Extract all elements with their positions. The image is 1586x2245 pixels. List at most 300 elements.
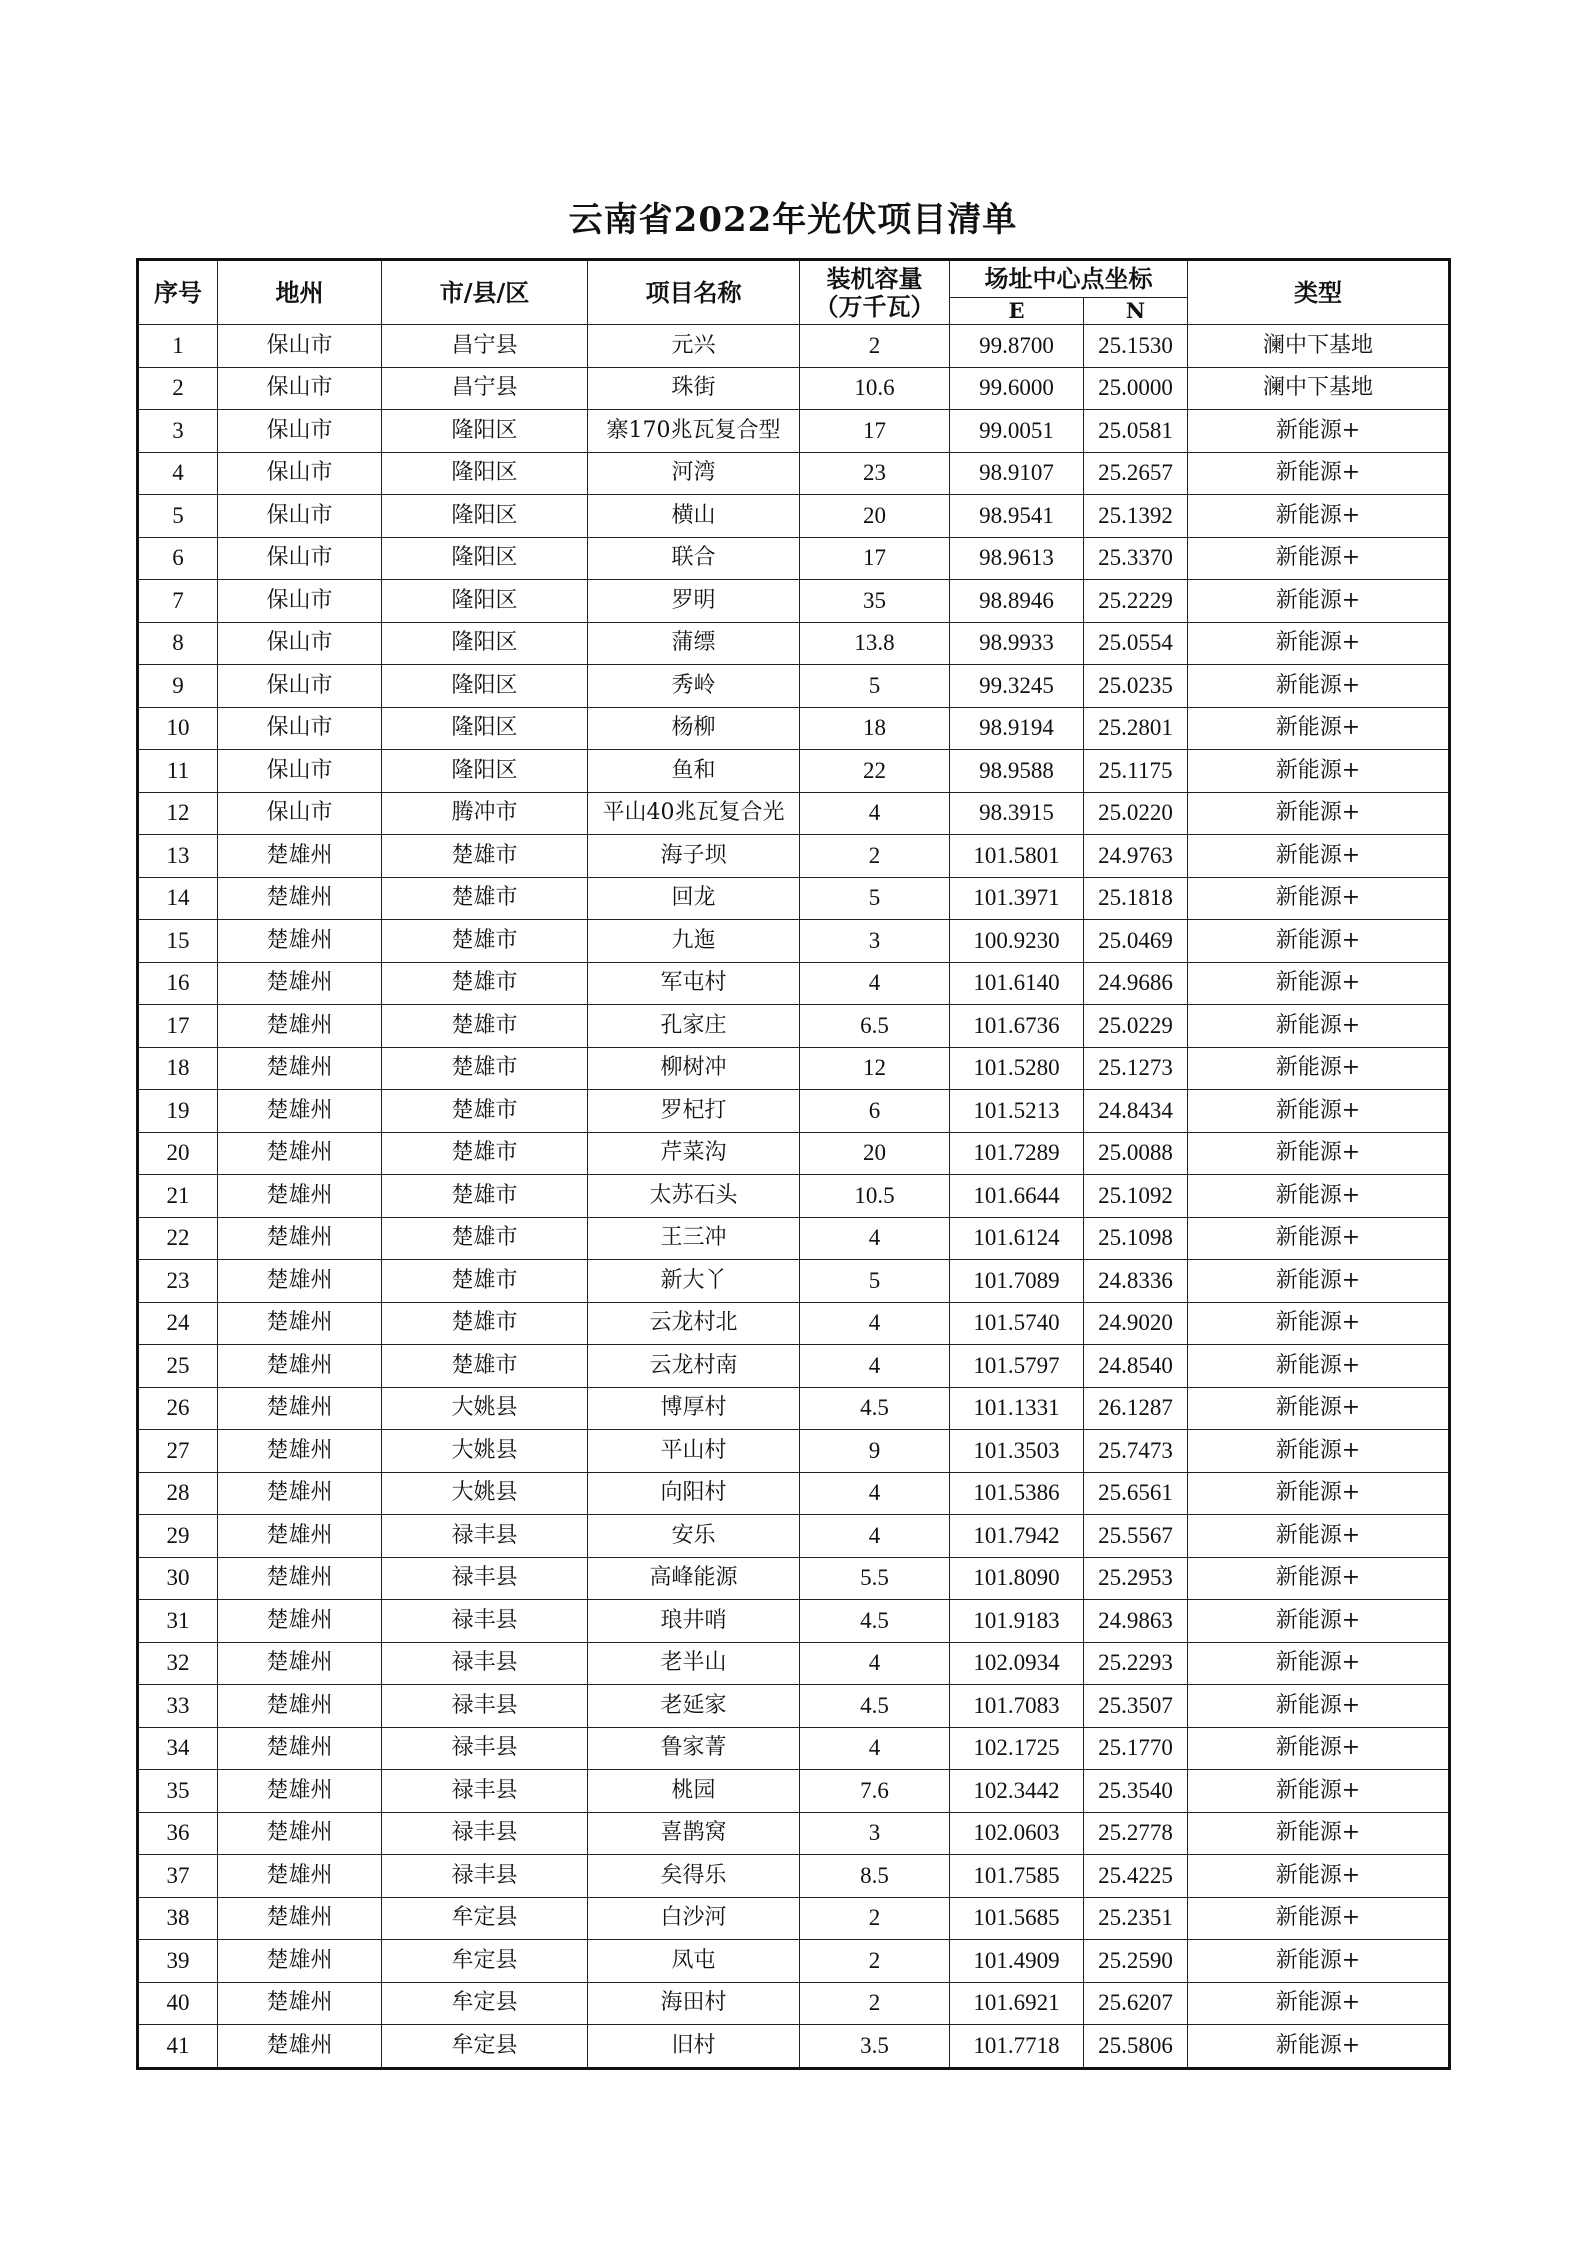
cell-coord-n: 25.1818 bbox=[1084, 877, 1188, 920]
cell-coord-n: 25.1175 bbox=[1084, 750, 1188, 793]
cell-coord-e: 101.3503 bbox=[950, 1430, 1084, 1473]
cell-capacity: 4.5 bbox=[800, 1600, 950, 1643]
table-row bbox=[138, 792, 1450, 835]
cell-project-name: 罗杞打 bbox=[588, 1090, 800, 1133]
header-capacity-line2: （万千瓦） bbox=[814, 291, 935, 321]
cell-prefecture: 楚雄州 bbox=[218, 1727, 382, 1770]
cell-county: 楚雄市 bbox=[382, 1090, 588, 1133]
cell-prefecture: 保山市 bbox=[218, 452, 382, 495]
header-prefecture: 地州 bbox=[218, 260, 382, 325]
cell-seq: 10 bbox=[138, 707, 218, 750]
cell-capacity: 13.8 bbox=[800, 622, 950, 665]
cell-project-name: 向阳村 bbox=[588, 1472, 800, 1515]
cell-coord-n: 25.2293 bbox=[1084, 1642, 1188, 1685]
cell-project-name: 联合 bbox=[588, 537, 800, 580]
cell-project-name: 白沙河 bbox=[588, 1897, 800, 1940]
cell-coord-e: 99.3245 bbox=[950, 665, 1084, 708]
cell-capacity: 6.5 bbox=[800, 1005, 950, 1048]
cell-prefecture: 楚雄州 bbox=[218, 2025, 382, 2069]
cell-coord-n: 25.3507 bbox=[1084, 1685, 1188, 1728]
cell-coord-e: 101.7585 bbox=[950, 1855, 1084, 1898]
cell-type: 新能源+ bbox=[1188, 1770, 1450, 1813]
cell-project-name: 河湾 bbox=[588, 452, 800, 495]
cell-prefecture: 保山市 bbox=[218, 580, 382, 623]
cell-county: 楚雄市 bbox=[382, 1302, 588, 1345]
cell-coord-e: 101.6644 bbox=[950, 1175, 1084, 1218]
cell-county: 昌宁县 bbox=[382, 325, 588, 368]
cell-prefecture: 楚雄州 bbox=[218, 1897, 382, 1940]
cell-coord-n: 25.0469 bbox=[1084, 920, 1188, 963]
cell-coord-n: 25.0554 bbox=[1084, 622, 1188, 665]
cell-project-name: 珠街 bbox=[588, 367, 800, 410]
cell-project-name: 军屯村 bbox=[588, 962, 800, 1005]
cell-type: 新能源+ bbox=[1188, 410, 1450, 453]
cell-seq: 38 bbox=[138, 1897, 218, 1940]
cell-coord-e: 102.3442 bbox=[950, 1770, 1084, 1813]
cell-county: 隆阳区 bbox=[382, 537, 588, 580]
cell-project-name: 安乐 bbox=[588, 1515, 800, 1558]
cell-capacity: 2 bbox=[800, 325, 950, 368]
cell-coord-n: 24.9863 bbox=[1084, 1600, 1188, 1643]
table-row bbox=[138, 920, 1450, 963]
cell-project-name: 罗明 bbox=[588, 580, 800, 623]
cell-seq: 36 bbox=[138, 1812, 218, 1855]
cell-prefecture: 保山市 bbox=[218, 622, 382, 665]
cell-seq: 35 bbox=[138, 1770, 218, 1813]
cell-project-name: 平山村 bbox=[588, 1430, 800, 1473]
cell-prefecture: 保山市 bbox=[218, 495, 382, 538]
cell-coord-e: 98.9194 bbox=[950, 707, 1084, 750]
cell-seq: 11 bbox=[138, 750, 218, 793]
cell-project-name: 新大丫 bbox=[588, 1260, 800, 1303]
cell-seq: 9 bbox=[138, 665, 218, 708]
cell-type: 新能源+ bbox=[1188, 1515, 1450, 1558]
cell-coord-e: 99.8700 bbox=[950, 325, 1084, 368]
cell-project-name: 高峰能源 bbox=[588, 1557, 800, 1600]
cell-seq: 24 bbox=[138, 1302, 218, 1345]
cell-type: 新能源+ bbox=[1188, 1685, 1450, 1728]
cell-coord-e: 101.5740 bbox=[950, 1302, 1084, 1345]
header-capacity-line1: 装机容量 bbox=[826, 263, 923, 293]
cell-type: 新能源+ bbox=[1188, 1430, 1450, 1473]
cell-coord-e: 101.6736 bbox=[950, 1005, 1084, 1048]
cell-capacity: 10.5 bbox=[800, 1175, 950, 1218]
cell-coord-n: 25.2657 bbox=[1084, 452, 1188, 495]
table-row bbox=[138, 1940, 1450, 1983]
table-row bbox=[138, 1855, 1450, 1898]
cell-capacity: 3 bbox=[800, 1812, 950, 1855]
cell-capacity: 9 bbox=[800, 1430, 950, 1473]
cell-type: 新能源+ bbox=[1188, 1090, 1450, 1133]
cell-prefecture: 保山市 bbox=[218, 707, 382, 750]
cell-project-name: 凤屯 bbox=[588, 1940, 800, 1983]
cell-seq: 26 bbox=[138, 1387, 218, 1430]
cell-type: 新能源+ bbox=[1188, 452, 1450, 495]
cell-coord-e: 101.5280 bbox=[950, 1047, 1084, 1090]
table-row bbox=[138, 1430, 1450, 1473]
cell-capacity: 4.5 bbox=[800, 1387, 950, 1430]
cell-coord-e: 101.6921 bbox=[950, 1982, 1084, 2025]
cell-coord-e: 101.5801 bbox=[950, 835, 1084, 878]
cell-coord-e: 101.7289 bbox=[950, 1132, 1084, 1175]
cell-county: 禄丰县 bbox=[382, 1557, 588, 1600]
cell-seq: 27 bbox=[138, 1430, 218, 1473]
cell-county: 隆阳区 bbox=[382, 750, 588, 793]
cell-coord-e: 101.7089 bbox=[950, 1260, 1084, 1303]
cell-prefecture: 楚雄州 bbox=[218, 1770, 382, 1813]
cell-prefecture: 楚雄州 bbox=[218, 1812, 382, 1855]
cell-county: 禄丰县 bbox=[382, 1727, 588, 1770]
cell-prefecture: 保山市 bbox=[218, 750, 382, 793]
cell-coord-e: 99.6000 bbox=[950, 367, 1084, 410]
cell-prefecture: 楚雄州 bbox=[218, 1005, 382, 1048]
cell-capacity: 2 bbox=[800, 1982, 950, 2025]
header-coord-n: N bbox=[1084, 298, 1188, 325]
cell-type: 新能源+ bbox=[1188, 1345, 1450, 1388]
header-project-name: 项目名称 bbox=[588, 260, 800, 325]
cell-coord-n: 25.0088 bbox=[1084, 1132, 1188, 1175]
cell-coord-n: 25.1092 bbox=[1084, 1175, 1188, 1218]
table-row bbox=[138, 1897, 1450, 1940]
table-row bbox=[138, 622, 1450, 665]
cell-project-name: 回龙 bbox=[588, 877, 800, 920]
cell-seq: 40 bbox=[138, 1982, 218, 2025]
header-capacity bbox=[800, 260, 950, 325]
cell-county: 禄丰县 bbox=[382, 1770, 588, 1813]
cell-seq: 20 bbox=[138, 1132, 218, 1175]
cell-capacity: 8.5 bbox=[800, 1855, 950, 1898]
cell-type: 新能源+ bbox=[1188, 1557, 1450, 1600]
cell-county: 大姚县 bbox=[382, 1387, 588, 1430]
cell-prefecture: 楚雄州 bbox=[218, 1600, 382, 1643]
cell-type: 新能源+ bbox=[1188, 1260, 1450, 1303]
cell-coord-n: 25.1770 bbox=[1084, 1727, 1188, 1770]
cell-capacity: 4 bbox=[800, 1345, 950, 1388]
cell-type: 新能源+ bbox=[1188, 1302, 1450, 1345]
cell-county: 隆阳区 bbox=[382, 410, 588, 453]
cell-project-name: 海田村 bbox=[588, 1982, 800, 2025]
cell-capacity: 17 bbox=[800, 410, 950, 453]
cell-capacity: 20 bbox=[800, 495, 950, 538]
cell-county: 楚雄市 bbox=[382, 1175, 588, 1218]
cell-coord-e: 101.3971 bbox=[950, 877, 1084, 920]
cell-project-name: 桃园 bbox=[588, 1770, 800, 1813]
table-row bbox=[138, 325, 1450, 368]
cell-capacity: 4 bbox=[800, 962, 950, 1005]
cell-capacity: 2 bbox=[800, 1940, 950, 1983]
cell-project-name: 柳树冲 bbox=[588, 1047, 800, 1090]
cell-seq: 39 bbox=[138, 1940, 218, 1983]
cell-type: 新能源+ bbox=[1188, 1217, 1450, 1260]
cell-project-name: 王三冲 bbox=[588, 1217, 800, 1260]
cell-project-name: 鲁家菁 bbox=[588, 1727, 800, 1770]
project-table bbox=[136, 258, 1451, 2070]
cell-coord-n: 25.6207 bbox=[1084, 1982, 1188, 2025]
cell-type: 新能源+ bbox=[1188, 1727, 1450, 1770]
header-type: 类型 bbox=[1188, 260, 1450, 325]
cell-seq: 19 bbox=[138, 1090, 218, 1133]
cell-type: 新能源+ bbox=[1188, 537, 1450, 580]
table-row bbox=[138, 367, 1450, 410]
cell-seq: 17 bbox=[138, 1005, 218, 1048]
cell-county: 禄丰县 bbox=[382, 1515, 588, 1558]
cell-seq: 29 bbox=[138, 1515, 218, 1558]
table-row bbox=[138, 410, 1450, 453]
cell-capacity: 4 bbox=[800, 1515, 950, 1558]
cell-type: 新能源+ bbox=[1188, 835, 1450, 878]
cell-project-name: 蒲缥 bbox=[588, 622, 800, 665]
cell-type: 新能源+ bbox=[1188, 1047, 1450, 1090]
cell-prefecture: 保山市 bbox=[218, 410, 382, 453]
cell-project-name: 寨170兆瓦复合型 bbox=[588, 410, 800, 453]
cell-coord-n: 25.0229 bbox=[1084, 1005, 1188, 1048]
cell-county: 楚雄市 bbox=[382, 962, 588, 1005]
cell-type: 澜中下基地 bbox=[1188, 325, 1450, 368]
cell-seq: 21 bbox=[138, 1175, 218, 1218]
cell-capacity: 35 bbox=[800, 580, 950, 623]
cell-prefecture: 楚雄州 bbox=[218, 1302, 382, 1345]
cell-capacity: 5 bbox=[800, 877, 950, 920]
cell-type: 新能源+ bbox=[1188, 1387, 1450, 1430]
table-row bbox=[138, 1260, 1450, 1303]
cell-prefecture: 保山市 bbox=[218, 665, 382, 708]
cell-type: 新能源+ bbox=[1188, 622, 1450, 665]
cell-seq: 37 bbox=[138, 1855, 218, 1898]
cell-coord-e: 99.0051 bbox=[950, 410, 1084, 453]
cell-seq: 33 bbox=[138, 1685, 218, 1728]
cell-capacity: 5 bbox=[800, 665, 950, 708]
cell-capacity: 18 bbox=[800, 707, 950, 750]
cell-type: 新能源+ bbox=[1188, 665, 1450, 708]
cell-type: 新能源+ bbox=[1188, 877, 1450, 920]
cell-coord-n: 25.0235 bbox=[1084, 665, 1188, 708]
cell-county: 楚雄市 bbox=[382, 920, 588, 963]
cell-coord-e: 101.5213 bbox=[950, 1090, 1084, 1133]
cell-prefecture: 楚雄州 bbox=[218, 1175, 382, 1218]
cell-prefecture: 楚雄州 bbox=[218, 962, 382, 1005]
cell-coord-e: 102.0934 bbox=[950, 1642, 1084, 1685]
cell-project-name: 老半山 bbox=[588, 1642, 800, 1685]
cell-type: 新能源+ bbox=[1188, 2025, 1450, 2069]
cell-seq: 23 bbox=[138, 1260, 218, 1303]
cell-coord-n: 25.4225 bbox=[1084, 1855, 1188, 1898]
cell-coord-n: 25.1392 bbox=[1084, 495, 1188, 538]
cell-prefecture: 楚雄州 bbox=[218, 1515, 382, 1558]
cell-prefecture: 楚雄州 bbox=[218, 1132, 382, 1175]
cell-county: 隆阳区 bbox=[382, 707, 588, 750]
cell-prefecture: 楚雄州 bbox=[218, 920, 382, 963]
cell-seq: 8 bbox=[138, 622, 218, 665]
cell-type: 新能源+ bbox=[1188, 1940, 1450, 1983]
cell-coord-n: 25.0220 bbox=[1084, 792, 1188, 835]
cell-county: 牟定县 bbox=[382, 1897, 588, 1940]
cell-type: 新能源+ bbox=[1188, 1132, 1450, 1175]
cell-coord-n: 24.9686 bbox=[1084, 962, 1188, 1005]
cell-prefecture: 保山市 bbox=[218, 537, 382, 580]
cell-project-name: 太苏石头 bbox=[588, 1175, 800, 1218]
table-row bbox=[138, 495, 1450, 538]
table-row bbox=[138, 537, 1450, 580]
table-row bbox=[138, 1515, 1450, 1558]
cell-coord-n: 25.5567 bbox=[1084, 1515, 1188, 1558]
cell-county: 楚雄市 bbox=[382, 835, 588, 878]
table-row bbox=[138, 580, 1450, 623]
cell-coord-e: 98.9613 bbox=[950, 537, 1084, 580]
cell-capacity: 4 bbox=[800, 1642, 950, 1685]
cell-county: 楚雄市 bbox=[382, 1132, 588, 1175]
cell-seq: 7 bbox=[138, 580, 218, 623]
cell-county: 楚雄市 bbox=[382, 1345, 588, 1388]
cell-capacity: 5 bbox=[800, 1260, 950, 1303]
cell-prefecture: 楚雄州 bbox=[218, 1260, 382, 1303]
cell-capacity: 12 bbox=[800, 1047, 950, 1090]
cell-coord-n: 25.1530 bbox=[1084, 325, 1188, 368]
cell-capacity: 6 bbox=[800, 1090, 950, 1133]
cell-coord-n: 25.0581 bbox=[1084, 410, 1188, 453]
table-row bbox=[138, 1132, 1450, 1175]
cell-coord-n: 24.8540 bbox=[1084, 1345, 1188, 1388]
cell-county: 禄丰县 bbox=[382, 1685, 588, 1728]
cell-county: 楚雄市 bbox=[382, 1260, 588, 1303]
table-row bbox=[138, 750, 1450, 793]
cell-county: 隆阳区 bbox=[382, 452, 588, 495]
cell-type: 新能源+ bbox=[1188, 1005, 1450, 1048]
cell-coord-n: 25.5806 bbox=[1084, 2025, 1188, 2069]
cell-prefecture: 楚雄州 bbox=[218, 1472, 382, 1515]
cell-project-name: 云龙村南 bbox=[588, 1345, 800, 1388]
cell-county: 禄丰县 bbox=[382, 1855, 588, 1898]
cell-prefecture: 保山市 bbox=[218, 367, 382, 410]
cell-type: 新能源+ bbox=[1188, 1982, 1450, 2025]
cell-type: 新能源+ bbox=[1188, 750, 1450, 793]
cell-coord-e: 101.9183 bbox=[950, 1600, 1084, 1643]
table-row bbox=[138, 1642, 1450, 1685]
cell-project-name: 横山 bbox=[588, 495, 800, 538]
cell-capacity: 20 bbox=[800, 1132, 950, 1175]
cell-coord-e: 100.9230 bbox=[950, 920, 1084, 963]
cell-coord-e: 98.3915 bbox=[950, 792, 1084, 835]
cell-capacity: 4.5 bbox=[800, 1685, 950, 1728]
cell-county: 牟定县 bbox=[382, 1940, 588, 1983]
cell-seq: 12 bbox=[138, 792, 218, 835]
cell-capacity: 3 bbox=[800, 920, 950, 963]
header-coord-e: E bbox=[950, 298, 1084, 325]
table-row bbox=[138, 1047, 1450, 1090]
cell-coord-n: 25.1098 bbox=[1084, 1217, 1188, 1260]
cell-capacity: 4 bbox=[800, 1217, 950, 1260]
cell-prefecture: 楚雄州 bbox=[218, 1685, 382, 1728]
cell-prefecture: 楚雄州 bbox=[218, 1430, 382, 1473]
cell-county: 牟定县 bbox=[382, 2025, 588, 2069]
table-row bbox=[138, 962, 1450, 1005]
cell-type: 新能源+ bbox=[1188, 580, 1450, 623]
cell-seq: 28 bbox=[138, 1472, 218, 1515]
cell-type: 新能源+ bbox=[1188, 1812, 1450, 1855]
table-row bbox=[138, 1345, 1450, 1388]
cell-prefecture: 楚雄州 bbox=[218, 1387, 382, 1430]
cell-coord-n: 26.1287 bbox=[1084, 1387, 1188, 1430]
cell-prefecture: 楚雄州 bbox=[218, 1217, 382, 1260]
table-row bbox=[138, 452, 1450, 495]
table-header bbox=[138, 260, 1450, 325]
cell-coord-e: 101.5386 bbox=[950, 1472, 1084, 1515]
cell-type: 澜中下基地 bbox=[1188, 367, 1450, 410]
cell-coord-n: 24.9763 bbox=[1084, 835, 1188, 878]
cell-county: 楚雄市 bbox=[382, 1217, 588, 1260]
cell-seq: 30 bbox=[138, 1557, 218, 1600]
cell-county: 楚雄市 bbox=[382, 1047, 588, 1090]
table-row bbox=[138, 1685, 1450, 1728]
cell-coord-n: 24.9020 bbox=[1084, 1302, 1188, 1345]
cell-county: 昌宁县 bbox=[382, 367, 588, 410]
cell-capacity: 10.6 bbox=[800, 367, 950, 410]
cell-project-name: 海子坝 bbox=[588, 835, 800, 878]
cell-coord-e: 101.4909 bbox=[950, 1940, 1084, 1983]
cell-seq: 34 bbox=[138, 1727, 218, 1770]
cell-prefecture: 楚雄州 bbox=[218, 1090, 382, 1133]
cell-type: 新能源+ bbox=[1188, 495, 1450, 538]
cell-type: 新能源+ bbox=[1188, 1897, 1450, 1940]
cell-project-name: 平山40兆瓦复合光 bbox=[588, 792, 800, 835]
cell-coord-e: 101.7083 bbox=[950, 1685, 1084, 1728]
cell-prefecture: 保山市 bbox=[218, 792, 382, 835]
table-row bbox=[138, 1090, 1450, 1133]
cell-project-name: 博厚村 bbox=[588, 1387, 800, 1430]
cell-county: 大姚县 bbox=[382, 1430, 588, 1473]
cell-project-name: 云龙村北 bbox=[588, 1302, 800, 1345]
table-row bbox=[138, 1005, 1450, 1048]
cell-capacity: 17 bbox=[800, 537, 950, 580]
cell-prefecture: 楚雄州 bbox=[218, 1642, 382, 1685]
cell-prefecture: 楚雄州 bbox=[218, 877, 382, 920]
table-row bbox=[138, 1727, 1450, 1770]
cell-county: 大姚县 bbox=[382, 1472, 588, 1515]
cell-seq: 32 bbox=[138, 1642, 218, 1685]
cell-coord-n: 25.2229 bbox=[1084, 580, 1188, 623]
cell-seq: 2 bbox=[138, 367, 218, 410]
cell-project-name: 元兴 bbox=[588, 325, 800, 368]
cell-capacity: 4 bbox=[800, 1727, 950, 1770]
cell-project-name: 孔家庄 bbox=[588, 1005, 800, 1048]
cell-prefecture: 楚雄州 bbox=[218, 1557, 382, 1600]
cell-capacity: 4 bbox=[800, 792, 950, 835]
cell-seq: 25 bbox=[138, 1345, 218, 1388]
table-row bbox=[138, 1387, 1450, 1430]
cell-county: 腾冲市 bbox=[382, 792, 588, 835]
header-coords: 场址中心点坐标 bbox=[950, 260, 1188, 298]
cell-type: 新能源+ bbox=[1188, 707, 1450, 750]
table-row bbox=[138, 1982, 1450, 2025]
cell-seq: 31 bbox=[138, 1600, 218, 1643]
table-row bbox=[138, 665, 1450, 708]
table-row bbox=[138, 1175, 1450, 1218]
cell-capacity: 5.5 bbox=[800, 1557, 950, 1600]
cell-prefecture: 保山市 bbox=[218, 325, 382, 368]
cell-project-name: 杨柳 bbox=[588, 707, 800, 750]
cell-capacity: 23 bbox=[800, 452, 950, 495]
cell-type: 新能源+ bbox=[1188, 1600, 1450, 1643]
cell-coord-e: 98.9933 bbox=[950, 622, 1084, 665]
cell-type: 新能源+ bbox=[1188, 1472, 1450, 1515]
cell-coord-n: 25.6561 bbox=[1084, 1472, 1188, 1515]
cell-coord-e: 101.7942 bbox=[950, 1515, 1084, 1558]
cell-county: 禄丰县 bbox=[382, 1812, 588, 1855]
cell-coord-e: 101.8090 bbox=[950, 1557, 1084, 1600]
cell-project-name: 鱼和 bbox=[588, 750, 800, 793]
cell-coord-e: 101.5797 bbox=[950, 1345, 1084, 1388]
cell-county: 隆阳区 bbox=[382, 622, 588, 665]
cell-prefecture: 楚雄州 bbox=[218, 1940, 382, 1983]
